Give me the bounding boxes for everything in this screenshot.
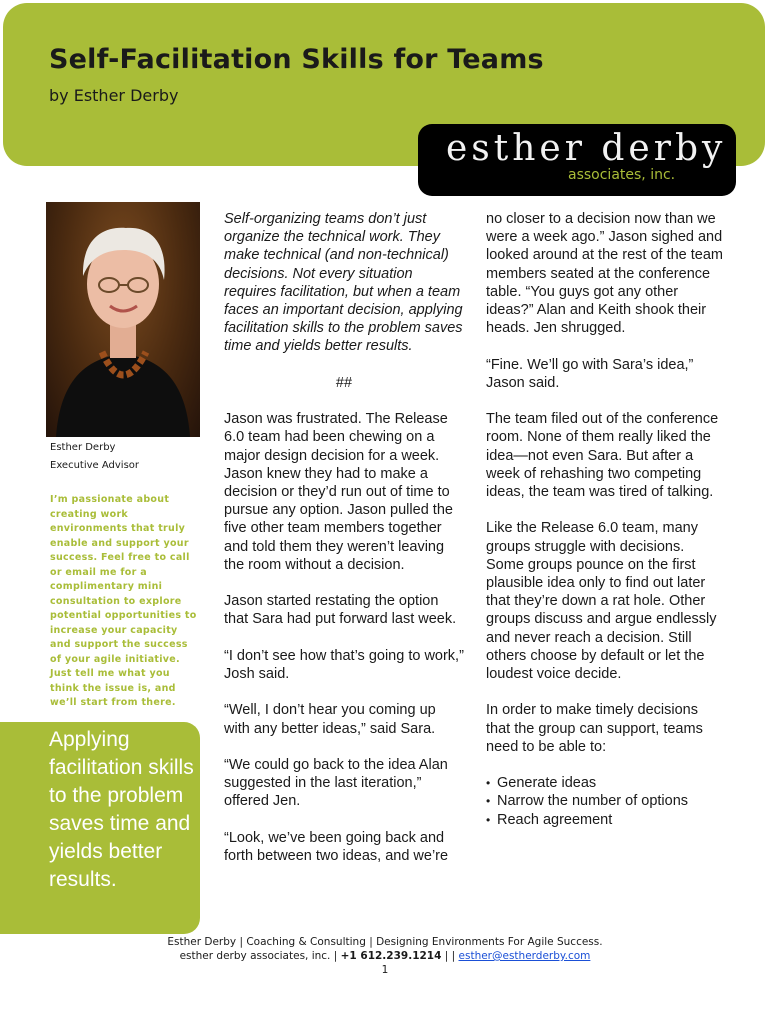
article-paragraph: “Well, I don’t hear you coming up with any better ideas,” said Sara. (224, 702, 436, 737)
footer-email-link[interactable]: esther@estherderby.com (458, 950, 591, 962)
article-paragraph: The team filed out of the conference room. None of them really liked the idea—not even Sara. But after a week of rehashing two competing ideas, the team was tired of talking. (486, 411, 719, 501)
bullet-list (486, 774, 726, 829)
bullet-item: • Generate ideas (486, 774, 726, 792)
bullet-item: • Narrow the number of options (486, 792, 726, 810)
footer-company: esther derby associates, inc. | (179, 950, 341, 962)
pull-quote-box (0, 722, 200, 934)
article-paragraph: no closer to a decision now than we were a week ago.” Jason sighed and looked around at the rest of the team members seated at the conference table. “You guys got any other ideas?” Alan and Keith shook their heads. Jen shrugged. (486, 211, 723, 337)
article-paragraph: “I don’t see how that’s going to work,” Josh said. (224, 647, 464, 683)
article-column-right (486, 210, 726, 829)
article-paragraph: Like the Release 6.0 team, many groups struggle with decisions. Some groups pounce on the first plausible idea only to find out later that they’re down a rat hole. Other groups discuss and argue endlessly and never reach a decision. Still others choose by default or let the loudest voice decide. (486, 520, 717, 683)
footer-tagline: Esther Derby | Coaching & Consulting | Designing Environments For Agile Success. (167, 936, 603, 948)
article-paragraph: In order to make timely decisions that the group can support, teams need to be able to: (486, 702, 703, 755)
bullet-item: • Reach agreement (486, 811, 726, 829)
author-photo (46, 202, 200, 437)
pull-quote-text: Applying facilitation skills to the problem saves time and yields better results. (49, 728, 194, 891)
logo-wordmark: esther derby (446, 128, 727, 169)
company-logo (418, 124, 736, 196)
page-title: Self-Facilitation Skills for Teams (49, 44, 544, 75)
article-paragraph: “Fine. We’ll go with Sara’s idea,” Jason said. (486, 356, 694, 391)
article-paragraph: Jason was frustrated. The Release 6.0 team had been chewing on a major design decision for a week. Jason knew they had to make a decision or they’d run out of time to pursue any option. Jason pulled the five other team members together and told them they weren’t leaving the room without a decision. (224, 411, 453, 573)
profile-role: Executive Advisor (50, 460, 140, 471)
footer-separator: | | (441, 950, 459, 962)
profile-name: Esther Derby (50, 442, 116, 453)
article-paragraph: “We could go back to the idea Alan suggested in the last iteration,” offered Jen. (224, 757, 448, 810)
logo-subtitle: associates, inc. (568, 167, 676, 183)
article-column-left (224, 210, 464, 883)
byline: by Esther Derby (49, 86, 179, 105)
page-number: 1 (381, 964, 389, 976)
portrait-illustration (46, 202, 200, 437)
article-paragraph: Jason started restating the option that Sara had put forward last week. (224, 593, 457, 628)
section-separator: ## (335, 374, 353, 391)
footer-phone: +1 612.239.1214 (340, 950, 442, 962)
article-paragraph: “Look, we’ve been going back and forth between two ideas, and we’re (224, 829, 449, 864)
footer-contact (0, 949, 770, 963)
profile-pitch: I’m passionate about creating work environments that truly enable and support your success. Feel free to call or email me for a complimentary mini consultation to explore potential opportunities to increase your capacity and support the success of your agile initiative. Just tell me what you think the issue is, and we’ll start from there. (50, 494, 197, 708)
page-footer (0, 935, 770, 977)
article-intro: Self-organizing teams don’t just organize the technical work. They make technical (and non-technical) decisions. Not every situation requires facilitation, but when a team faces an important decision, applying facilitation skills to the problem saves time and yields better results. (224, 211, 463, 355)
